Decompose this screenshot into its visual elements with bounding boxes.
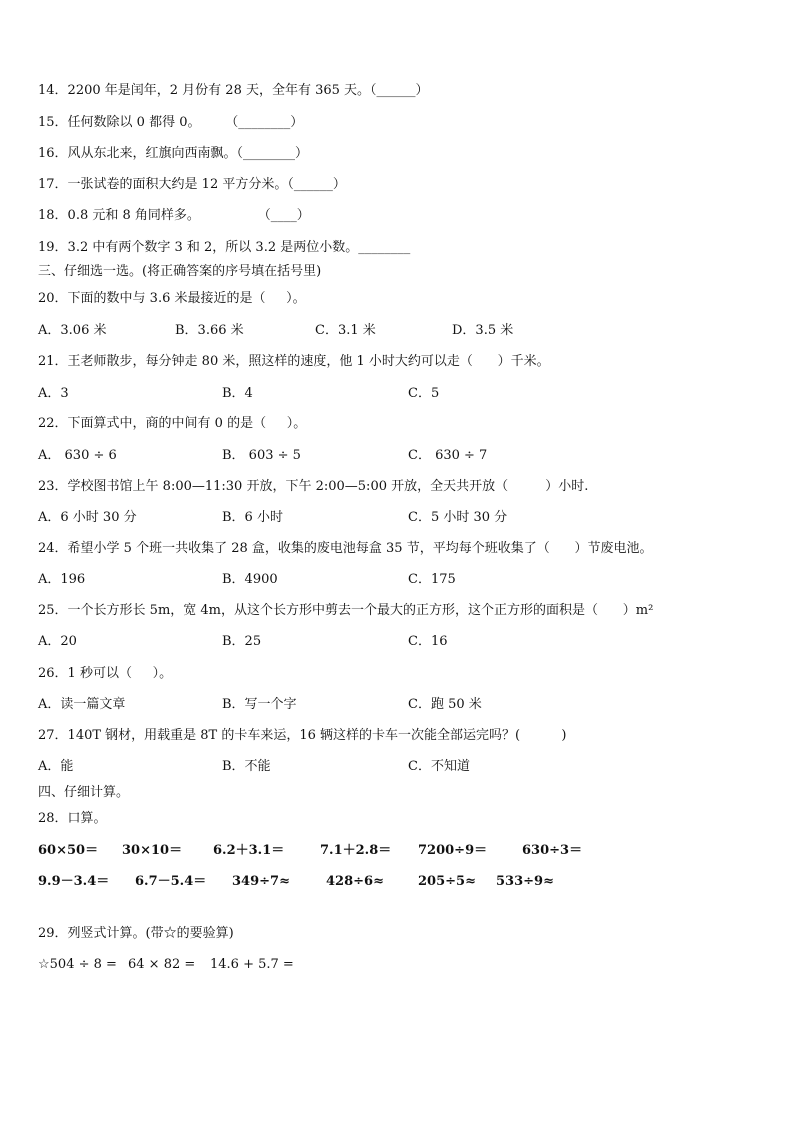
option-23-a: A．6 小时 30 分 bbox=[38, 510, 137, 525]
oral-calc-item: 60×50＝ bbox=[38, 843, 99, 858]
question-28-title: 28．口算。 bbox=[38, 811, 107, 826]
question-25: 25．一个长方形长 5m，宽 4m，从这个长方形中剪去一个最大的正方形，这个正方形的面积是（ ）m² bbox=[38, 603, 654, 618]
oral-calc-item: 205÷5≈ bbox=[418, 874, 476, 889]
option-26-c: C．跑 50 米 bbox=[408, 697, 482, 712]
oral-calc-item: 7200÷9＝ bbox=[418, 843, 488, 858]
question-17: 17．一张试卷的面积大约是 12 平方分米。（______） bbox=[38, 177, 346, 192]
question-21: 21．王老师散步，每分钟走 80 米，照这样的速度，他 1 小时大约可以走（ ）千米。 bbox=[38, 354, 550, 369]
option-25-a: A．20 bbox=[38, 634, 77, 649]
option-26-b: B．写一个字 bbox=[222, 697, 297, 712]
oral-calc-item: 428÷6≈ bbox=[326, 874, 384, 889]
option-25-b: B．25 bbox=[222, 634, 262, 649]
oral-calc-item: 349÷7≈ bbox=[232, 874, 290, 889]
option-21-c: C．5 bbox=[408, 386, 440, 401]
oral-calc-item: 630÷3＝ bbox=[522, 843, 583, 858]
oral-calc-item: 30×10＝ bbox=[122, 843, 183, 858]
vertical-calc-item: 14.6 + 5.7 = bbox=[210, 957, 294, 972]
question-14: 14．2200 年是闰年，2 月份有 28 天，全年有 365 天。（______） bbox=[38, 83, 429, 98]
question-23: 23．学校图书馆上午 8:00—11:30 开放，下午 2:00—5:00 开放，全天共开放（ ）小时. bbox=[38, 479, 589, 494]
question-29-title: 29．列竖式计算。(带☆的要验算) bbox=[38, 926, 234, 941]
question-24: 24．希望小学 5 个班一共收集了 28 盒，收集的废电池每盒 35 节，平均每个班收集了（ ）节废电池。 bbox=[38, 541, 653, 556]
option-21-b: B．4 bbox=[222, 386, 253, 401]
vertical-calc-item: ☆504 ÷ 8 = bbox=[38, 957, 117, 972]
option-22-a: A． 630 ÷ 6 bbox=[38, 448, 117, 463]
question-16: 16．风从东北来，红旗向西南飘。（________） bbox=[38, 146, 309, 161]
option-20-d: D．3.5 米 bbox=[452, 323, 514, 338]
option-22-c: C． 630 ÷ 7 bbox=[408, 448, 488, 463]
option-20-b: B．3.66 米 bbox=[175, 323, 244, 338]
option-22-b: B． 603 ÷ 5 bbox=[222, 448, 301, 463]
option-24-b: B．4900 bbox=[222, 572, 278, 587]
option-20-c: C．3.1 米 bbox=[315, 323, 376, 338]
question-19: 19．3.2 中有两个数字 3 和 2，所以 3.2 是两位小数。________ bbox=[38, 240, 411, 255]
option-20-a: A．3.06 米 bbox=[38, 323, 107, 338]
option-21-a: A．3 bbox=[38, 386, 69, 401]
option-25-c: C．16 bbox=[408, 634, 448, 649]
option-27-c: C．不知道 bbox=[408, 759, 470, 774]
question-26: 26．1 秒可以（ ）。 bbox=[38, 666, 173, 681]
option-27-b: B．不能 bbox=[222, 759, 271, 774]
option-24-a: A．196 bbox=[38, 572, 86, 587]
question-20: 20．下面的数中与 3.6 米最接近的是（ ）。 bbox=[38, 291, 306, 306]
option-23-c: C．5 小时 30 分 bbox=[408, 510, 508, 525]
oral-calc-item: 6.7－5.4＝ bbox=[135, 874, 207, 889]
section-3-title: 三、仔细选一选。(将正确答案的序号填在括号里) bbox=[38, 264, 322, 279]
oral-calc-item: 7.1＋2.8＝ bbox=[320, 843, 392, 858]
question-15: 15．任何数除以 0 都得 0。 （________） bbox=[38, 115, 304, 130]
question-27: 27．140T 钢材，用载重是 8T 的卡车来运，16 辆这样的卡车一次能全部运完吗？( ) bbox=[38, 728, 567, 743]
oral-calc-item: 533÷9≈ bbox=[496, 874, 554, 889]
option-27-a: A．能 bbox=[38, 759, 74, 774]
option-26-a: A．读一篇文章 bbox=[38, 697, 126, 712]
option-23-b: B．6 小时 bbox=[222, 510, 283, 525]
vertical-calc-item: 64 × 82 = bbox=[128, 957, 196, 972]
oral-calc-item: 9.9－3.4＝ bbox=[38, 874, 110, 889]
question-22: 22．下面算式中，商的中间有 0 的是（ ）。 bbox=[38, 416, 307, 431]
question-18: 18．0.8 元和 8 角同样多。 （____） bbox=[38, 208, 310, 223]
oral-calc-item: 6.2＋3.1＝ bbox=[213, 843, 285, 858]
option-24-c: C．175 bbox=[408, 572, 456, 587]
section-4-title: 四、仔细计算。 bbox=[38, 785, 130, 800]
